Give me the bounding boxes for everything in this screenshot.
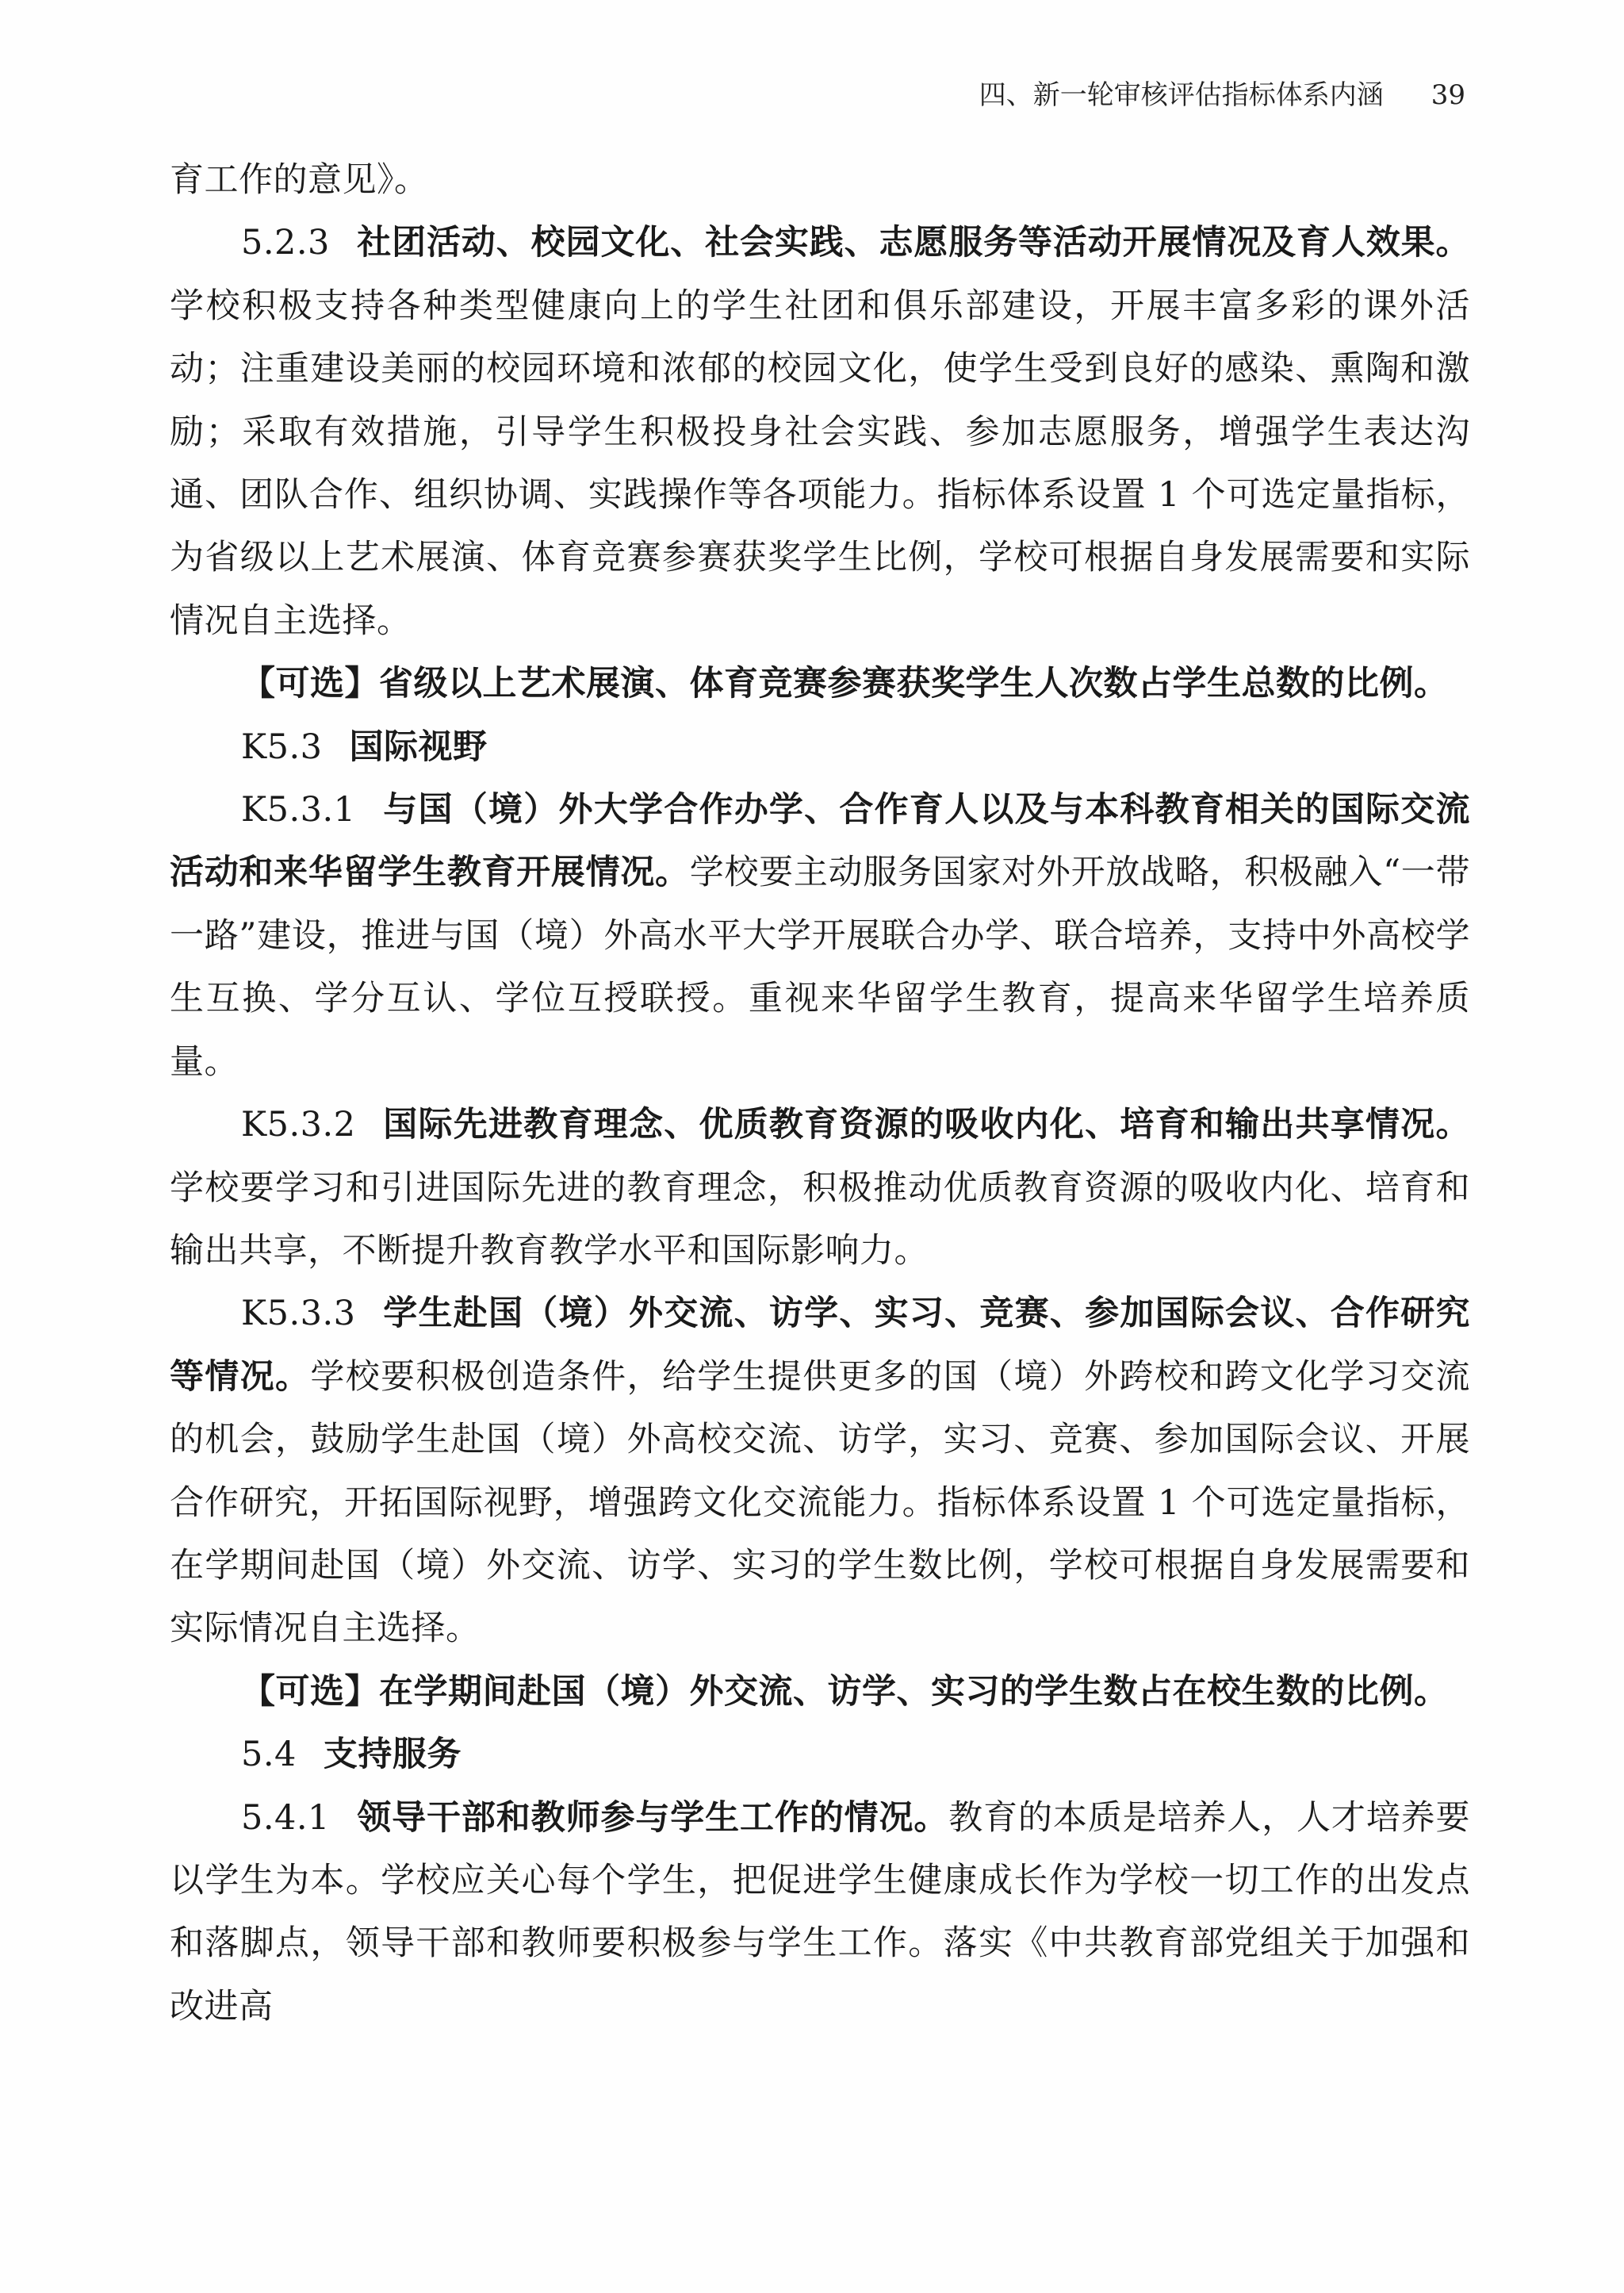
paragraph-text: 学校要积极创造条件，给学生提供更多的国（境）外跨校和跨文化学习交流的机会，鼓励学生赴国（境）外高校交流、访学，实习、竞赛、参加国际会议、开展合作研究，开拓国际视野，增强跨文化交流能力。指标体系设置 1 个可选定量指标，在学期间赴国（境）外交流、访学、实习的学生数比例，学校可根据自身发展需要和实际情况自主选择。 <box>170 1356 1471 1649</box>
section-title: 学生赴国（境）外交流、访学、实习、竞赛、参加国际会议、合作研究等情况。 <box>170 1294 1470 1397</box>
paragraph-k5-3-3 <box>170 1283 1470 1660</box>
running-header <box>979 79 1465 112</box>
optional-tag: 【可选】 <box>241 1671 379 1712</box>
paragraph-text: 学校要主动服务国家对外开放战略，积极融入“一带一路”建设，推进与国（境）外高水平大学开展联合办学、联合培养，支持中外高校学生互换、学分互认、学位互授联授。重视来华留学生教育，提高来华留学生培养质量。 <box>170 853 1470 1082</box>
section-title: 社团活动、校园文化、社会实践、志愿服务等活动开展情况及育人效果。 <box>356 223 1470 263</box>
heading-5-4 <box>170 1724 1470 1786</box>
section-title: 与国（境）外大学合作办学、合作育人以及与本科教育相关的国际交流活动和来华留学生教育开展情况。 <box>170 790 1470 893</box>
paragraph-text: 育工作的意见》。 <box>170 160 429 200</box>
chapter-title: 四、新一轮审核评估指标体系内涵 <box>979 79 1384 111</box>
paragraph-text: 教育的本质是培养人，人才培养要以学生为本。学校应关心每个学生，把促进学生健康成长作为学校一切工作的出发点和落脚点，领导干部和教师要积极参与学生工作。落实《中共教育部党组关于加强和改进高 <box>170 1797 1471 2027</box>
paragraph-k5-3-2 <box>170 1094 1470 1283</box>
optional-text: 在学期间赴国（境）外交流、访学、实习的学生数占在校生数的比例。 <box>379 1671 1449 1712</box>
optional-tag: 【可选】 <box>241 664 379 704</box>
section-title: 国际先进教育理念、优质教育资源的吸收内化、培育和输出共享情况。 <box>382 1105 1470 1145</box>
paragraph-text: 学校要学习和引进国际先进的教育理念，积极推动优质教育资源的吸收内化、培育和输出共享，不断提升教育教学水平和国际影响力。 <box>170 1168 1470 1271</box>
page-number: 39 <box>1431 79 1465 111</box>
section-number: 5.4 <box>241 1735 297 1775</box>
section-title: 支持服务 <box>323 1735 462 1775</box>
optional-indicator-1 <box>170 653 1470 715</box>
section-number: K5.3 <box>241 727 323 767</box>
section-number: K5.3.1 <box>241 790 356 830</box>
paragraph-5-2-3 <box>170 212 1470 653</box>
section-number: 5.4.1 <box>241 1797 330 1838</box>
optional-text: 省级以上艺术展演、体育竞赛参赛获奖学生人次数占学生总数的比例。 <box>379 664 1449 704</box>
optional-indicator-2 <box>170 1661 1470 1724</box>
section-title: 领导干部和教师参与学生工作的情况。 <box>356 1797 949 1838</box>
paragraph-continuation <box>170 149 1470 212</box>
paragraph-text: 学校积极支持各种类型健康向上的学生社团和俱乐部建设，开展丰富多彩的课外活动；注重建设美丽的校园环境和浓郁的校园文化，使学生受到良好的感染、熏陶和激励；采取有效措施，引导学生积极投身社会实践、参加志愿服务，增强学生表达沟通、团队合作、组织协调、实践操作等各项能力。指标体系设置 1 个可选定量指标，为省级以上艺术展演、体育竞赛参赛获奖学生比例，学校可根据自身发展需要和实际情况自主选择。 <box>170 286 1470 641</box>
body-text <box>170 149 1470 2038</box>
heading-k5-3 <box>170 716 1470 779</box>
paragraph-k5-3-1 <box>170 779 1470 1094</box>
section-number: 5.2.3 <box>241 223 330 263</box>
paragraph-5-4-1 <box>170 1787 1470 2039</box>
section-number: K5.3.2 <box>241 1105 356 1145</box>
section-number: K5.3.3 <box>241 1294 356 1334</box>
section-title: 国际视野 <box>349 727 488 767</box>
